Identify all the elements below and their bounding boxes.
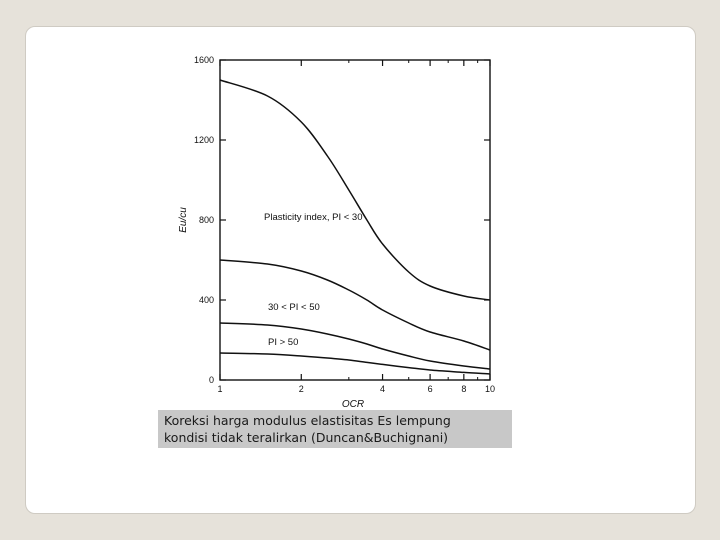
caption-line-1: Koreksi harga modulus elastisitas Es lempung [164, 413, 451, 428]
y-tick-label: 0 [208, 375, 214, 385]
figure-caption [158, 410, 512, 448]
x-tick-label: 6 [427, 384, 433, 394]
y-tick-label: 1600 [193, 55, 214, 65]
series-line-1 [220, 260, 490, 350]
series-label-pi-gt-50: PI > 50 [268, 337, 299, 348]
caption-line-2: kondisi tidak teralirkan (Duncan&Buchignani) [164, 430, 449, 445]
series-line-2 [220, 323, 490, 369]
x-tick-label: 8 [461, 384, 467, 394]
series-label-pi-30-50: 30 < PI < 50 [268, 302, 320, 313]
y-tick-label: 1200 [193, 135, 214, 145]
y-tick-label: 800 [198, 215, 214, 225]
x-tick-label: 1 [217, 384, 223, 394]
x-tick-label: 2 [298, 384, 304, 394]
x-axis-label: OCR [341, 399, 365, 410]
x-tick-label: 4 [380, 384, 386, 394]
y-axis-label: Eu/cu [178, 207, 189, 233]
series-line-0 [220, 80, 490, 300]
x-tick-label: 10 [484, 384, 496, 394]
series-label-pi-lt-30: Plasticity index, PI < 30 [264, 212, 363, 223]
y-tick-label: 400 [198, 295, 214, 305]
